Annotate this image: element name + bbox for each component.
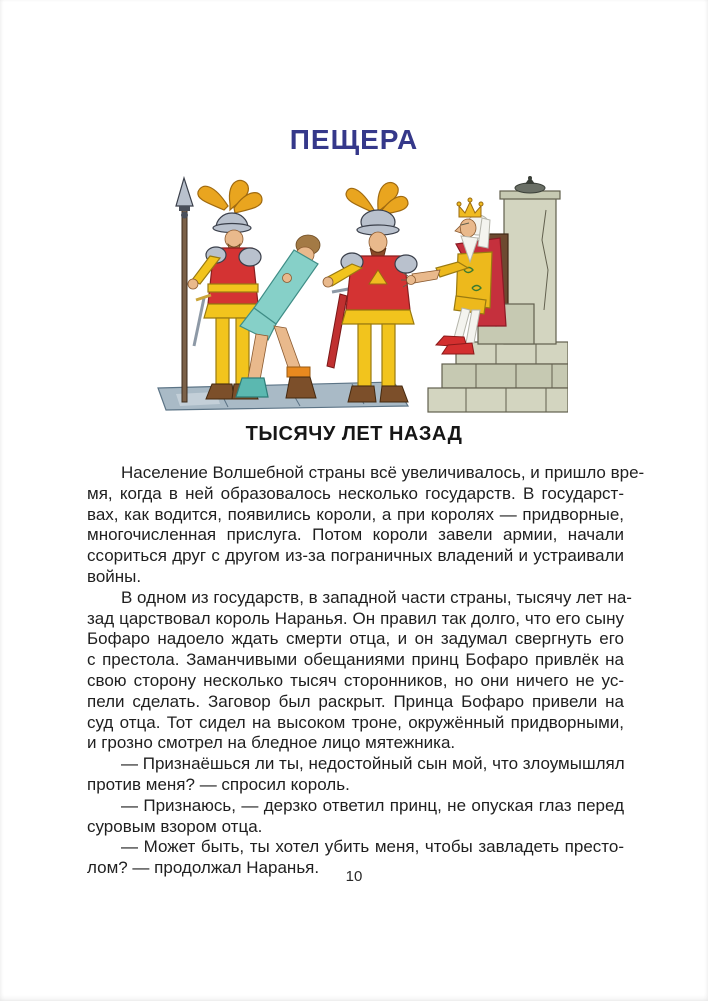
section-heading: ТЫСЯЧУ ЛЕТ НАЗАД: [245, 423, 463, 445]
text-line: вах, как водится, появились короли, а при королях — придворные,: [87, 504, 624, 524]
text-line: суровым взором отца.: [87, 816, 263, 836]
text-line: пели сделать. Заговор был раскрыт. Принца Бофаро привели на: [87, 691, 624, 711]
text-line: — Может быть, ты хотел убить меня, чтобы завладеть престо-: [121, 837, 624, 857]
page-number: 10: [345, 868, 363, 885]
crown-icon: [457, 198, 483, 217]
text-line: зад царствовал король Наранья. Он правил так долго, что его сыну: [87, 608, 624, 628]
text-line: свою сторону несколько тысяч сторонников, но они ничего не ус-: [87, 670, 624, 690]
text-line: многочисленная прислуга. Потом короли завели армии, начали: [87, 525, 624, 545]
chapter-title: ПЕЩЕРА: [289, 124, 419, 155]
text-line: — Признаёшься ли ты, недостойный сын мой, что злоумышлял: [121, 754, 625, 774]
text-line: против меня? — спросил король.: [87, 774, 350, 794]
illustration-bofaro-before-king: [156, 176, 568, 414]
text-line: Население Волшебной страны всё увеличивалось, и пришло вре-: [121, 463, 645, 482]
text-line: с престола. Заманчивыми обещаниями принц Бофаро привлёк на: [87, 650, 624, 670]
text-line: лом? — продолжал Наранья.: [87, 858, 320, 878]
guard-left: [176, 178, 262, 402]
throne-finial-icon: [515, 176, 545, 193]
text-line: ссориться друг с другом из-за пограничных владений и устраивали: [87, 546, 624, 566]
text-line: суд отца. Тот сидел на высоком троне, окружённый придворными,: [87, 712, 624, 732]
text-line: и грозно смотрел на бледное лицо мятежника.: [87, 733, 456, 753]
spear-icon: [176, 178, 193, 402]
text-line: войны.: [87, 566, 142, 586]
text-block: [87, 463, 645, 879]
guard-right: [323, 183, 417, 402]
text-line: В одном из государств, в западной части страны, тысячу лет на-: [121, 587, 632, 607]
text-line: — Признаюсь, — дерзко ответил принц, не опуская глаз перед: [121, 795, 624, 815]
text-line: мя, когда в ней образовалось несколько государств. В государст-: [87, 483, 624, 503]
text-line: Бофаро надоело ждать смерти отца, и он задумал свергнуть его: [87, 629, 624, 649]
